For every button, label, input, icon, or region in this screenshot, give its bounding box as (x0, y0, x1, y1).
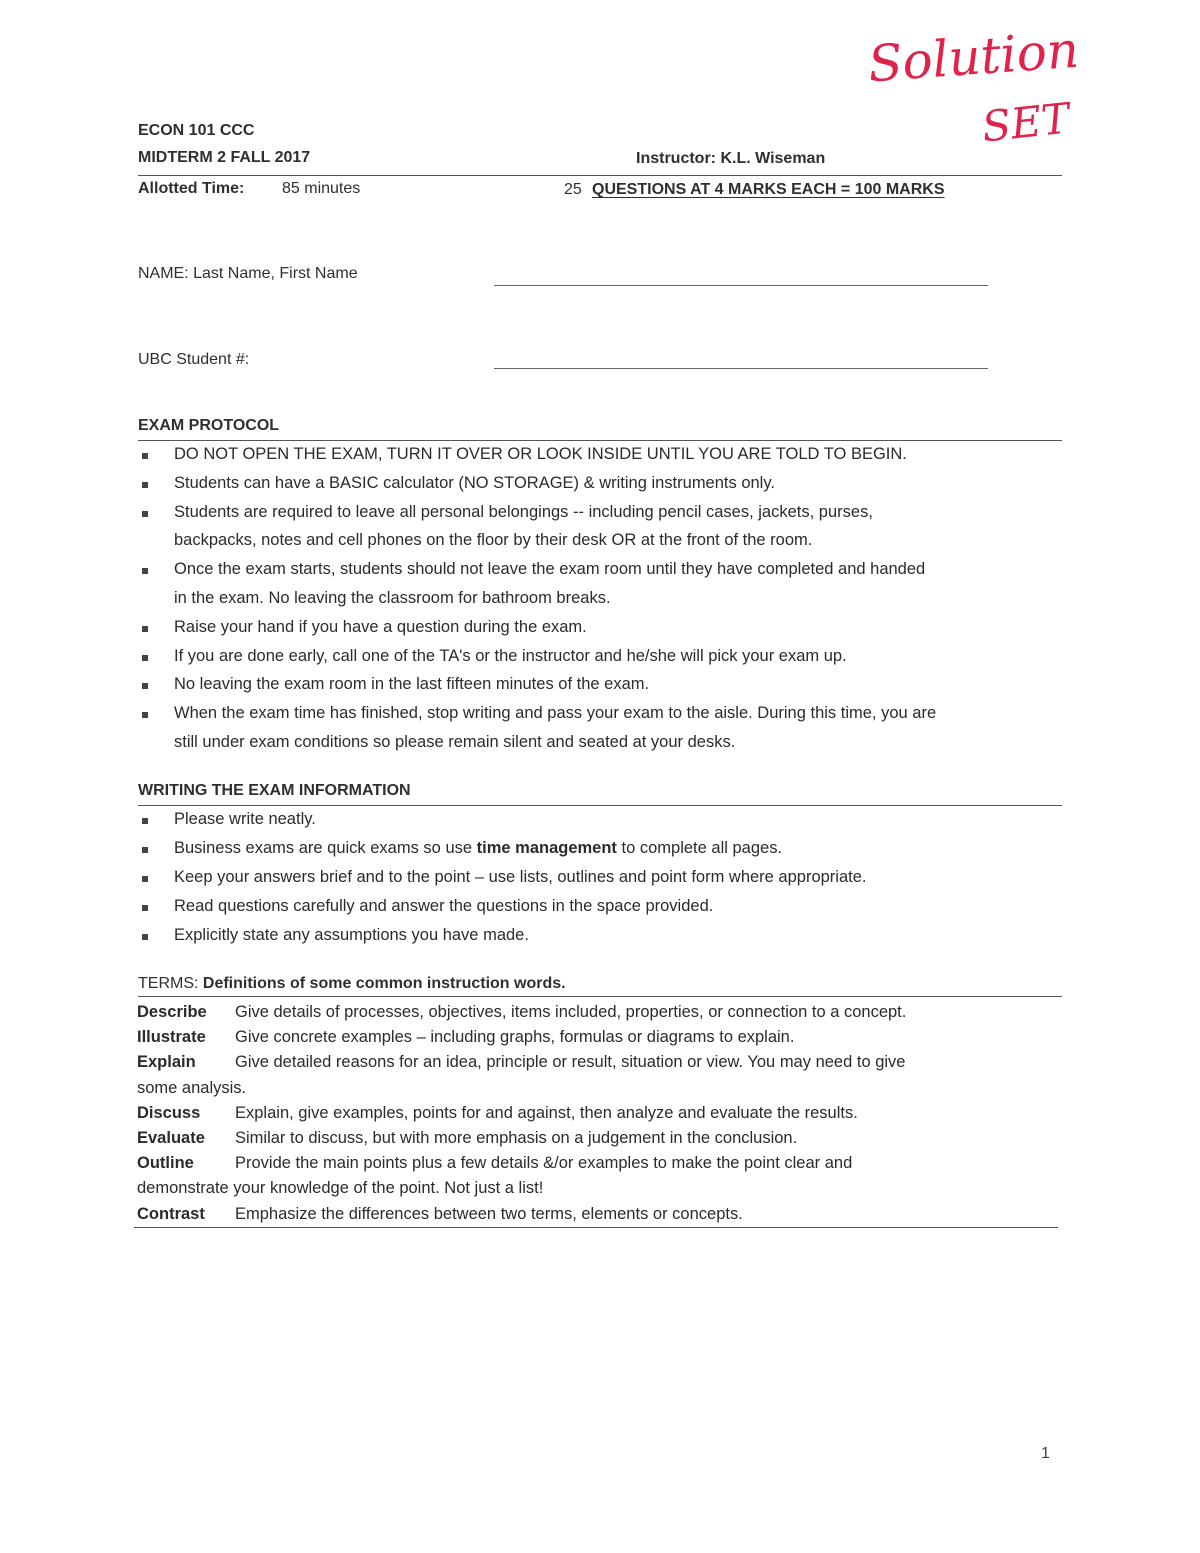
marks-prefix: 25 (564, 181, 582, 198)
terms-top-rule (138, 996, 1062, 997)
writing-item-text: Read questions carefully and answer the questions in the space provided. (174, 897, 714, 915)
terms-heading (138, 975, 566, 993)
protocol-item: When the exam time has finished, stop writing and pass your exam to the aisle. During this time, you are (174, 704, 937, 723)
term-definition: Provide the main points plus a few details &/or examples to make the point clear and (235, 1154, 853, 1173)
term-label: Evaluate (137, 1129, 205, 1147)
bullet-marker (142, 905, 148, 911)
term-label: Describe (137, 1003, 207, 1021)
term-definition: Give concrete examples – including graphs, formulas or diagrams to explain. (235, 1028, 795, 1047)
course-code: ECON 101 CCC (138, 122, 255, 139)
page-number: 1 (1041, 1445, 1050, 1462)
protocol-item: in the exam. No leaving the classroom for bathroom breaks. (174, 589, 611, 607)
writing-item-text: Explicitly state any assumptions you have made. (174, 926, 529, 944)
writing-item-emphasis: time management (476, 839, 617, 857)
student-number-field[interactable] (494, 368, 988, 369)
bullet-marker (142, 712, 148, 718)
protocol-item: Students are required to leave all personal belongings -- including pencil cases, jackets, purses, (174, 502, 873, 521)
term-label: Discuss (137, 1103, 201, 1122)
protocol-item: Students can have a BASIC calculator (NO STORAGE) & writing instruments only. (174, 473, 775, 492)
terms-bottom-rule (134, 1227, 1058, 1228)
bullet-marker (142, 511, 148, 517)
term-definition: Give details of processes, objectives, items included, properties, or connection to a concept. (235, 1003, 907, 1021)
protocol-item: still under exam conditions so please remain silent and seated at your desks. (174, 733, 736, 751)
term-definition: Give detailed reasons for an idea, principle or result, situation or view. You may need to give (235, 1053, 906, 1072)
bullet-marker (142, 934, 148, 940)
term-definition-continued: demonstrate your knowledge of the point. Not just a list! (137, 1179, 544, 1198)
bullet-marker (142, 626, 148, 632)
name-field[interactable] (494, 285, 988, 286)
bullet-marker (142, 818, 148, 824)
allotted-time-label: Allotted Time: (138, 180, 245, 197)
protocol-item: No leaving the exam room in the last fifteen minutes of the exam. (174, 675, 650, 694)
marks-summary: QUESTIONS AT 4 MARKS EACH = 100 MARKS (592, 181, 945, 198)
bullet-marker (142, 847, 148, 853)
set-annotation: SET (979, 93, 1072, 152)
bullet-marker (142, 568, 148, 574)
writing-item-text: Keep your answers brief and to the point – use lists, outlines and point form where appropriate. (174, 868, 867, 886)
writing-item (174, 926, 529, 945)
writing-item (174, 839, 782, 858)
bullet-marker (142, 453, 148, 459)
protocol-item: Once the exam starts, students should not leave the exam room until they have completed and handed (174, 560, 926, 579)
writing-item (174, 868, 866, 887)
term-label: Explain (137, 1053, 196, 1072)
term-definition-continued: some analysis. (137, 1078, 247, 1097)
term-label: Outline (137, 1154, 194, 1173)
exam-title: MIDTERM 2 FALL 2017 (138, 149, 311, 166)
writing-item-text-tail: to complete all pages. (616, 839, 783, 857)
writing-info-heading: WRITING THE EXAM INFORMATION (138, 782, 411, 799)
terms-heading-text: Definitions of some common instruction words. (198, 975, 566, 992)
term-definition: Similar to discuss, but with more emphasis on a judgement in the conclusion. (235, 1129, 798, 1147)
term-definition: Explain, give examples, points for and against, then analyze and evaluate the results. (235, 1103, 858, 1122)
bullet-marker (142, 655, 148, 661)
terms-heading-prefix: TERMS: (138, 975, 199, 992)
writing-item (174, 897, 713, 916)
writing-item-text: Business exams are quick exams so use (174, 839, 477, 857)
writing-item-text: Please write neatly. (174, 810, 316, 828)
student-number-label: UBC Student #: (138, 351, 250, 368)
instructor-name: Instructor: K.L. Wiseman (636, 150, 826, 167)
name-label: NAME: Last Name, First Name (138, 265, 358, 282)
bullet-marker (142, 876, 148, 882)
solution-annotation: Solution (866, 20, 1081, 94)
writing-item (174, 810, 316, 829)
term-label: Contrast (137, 1204, 205, 1223)
protocol-item: backpacks, notes and cell phones on the floor by their desk OR at the front of the room. (174, 531, 813, 550)
protocol-item: If you are done early, call one of the TA's or the instructor and he/she will pick your exam up. (174, 646, 847, 665)
header-rule (138, 175, 1062, 176)
bullet-marker (142, 482, 148, 488)
protocol-rule (138, 440, 1062, 441)
exam-protocol-heading: EXAM PROTOCOL (138, 417, 280, 434)
allotted-time-value: 85 minutes (282, 180, 361, 197)
term-label: Illustrate (137, 1028, 206, 1047)
protocol-item: Raise your hand if you have a question during the exam. (174, 617, 587, 636)
protocol-item: DO NOT OPEN THE EXAM, TURN IT OVER OR LOOK INSIDE UNTIL YOU ARE TOLD TO BEGIN. (174, 445, 907, 463)
writing-rule (138, 805, 1062, 806)
bullet-marker (142, 683, 148, 689)
term-definition: Emphasize the differences between two terms, elements or concepts. (235, 1204, 743, 1223)
